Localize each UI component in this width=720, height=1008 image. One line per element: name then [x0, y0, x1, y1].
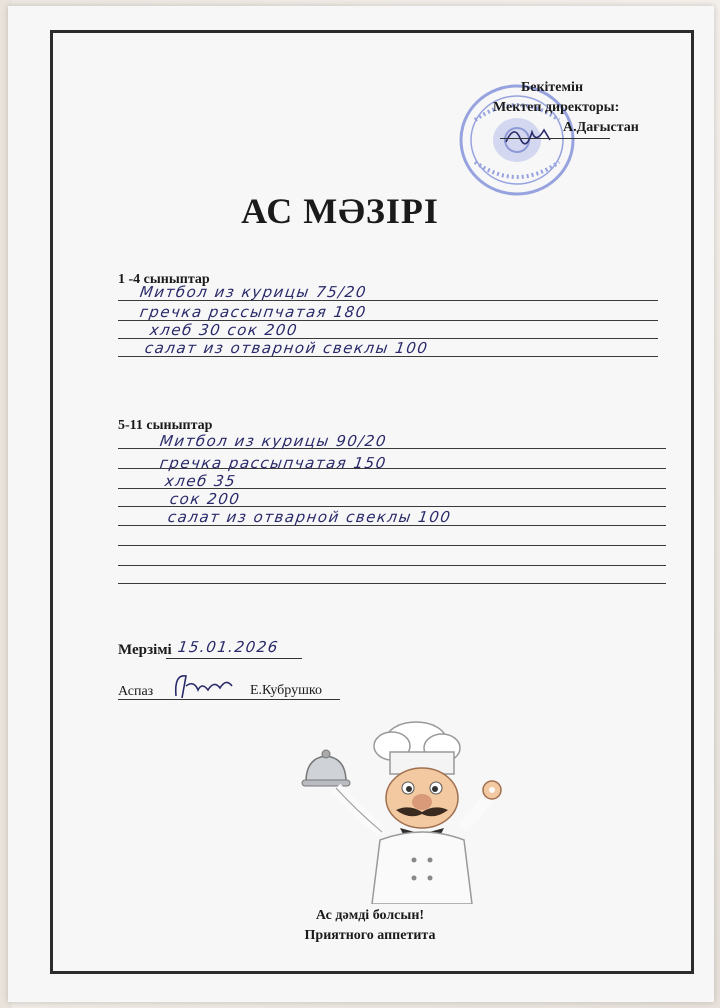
section-1-item: Митбол из курицы 75/20 — [138, 283, 369, 301]
footer-line-2: Приятного аппетита — [304, 928, 436, 943]
footer-line-1: Ас дәмді болсын! — [315, 908, 425, 923]
section-1-item: хлеб 30 сок 200 — [148, 321, 300, 339]
date-value: 15.01.2026 — [176, 638, 281, 656]
cook-signature — [168, 668, 246, 702]
section-2-rule-8 — [118, 583, 666, 584]
approval-block — [493, 78, 673, 138]
approval-line-1: Бекітемін — [521, 80, 584, 95]
cook-label: Аспаз — [118, 684, 154, 699]
approval-line-2: Мектеп директоры: — [493, 100, 620, 115]
section-2-label: 5-11 сыныптар — [118, 418, 213, 433]
section-1-label: 1 -4 сыныптар — [118, 272, 210, 287]
section-2-item: хлеб 35 — [163, 472, 238, 490]
director-signature-line — [500, 138, 610, 139]
section-2-item: салат из отварной свеклы 100 — [166, 508, 453, 526]
section-2-rule-7 — [118, 565, 666, 566]
approval-line-3: А.Дағыстан — [563, 120, 639, 135]
chef-illustration — [296, 712, 508, 904]
date-label: Мерзімі — [118, 642, 172, 658]
date-line — [166, 658, 302, 659]
section-2-rule-6 — [118, 545, 666, 546]
section-1-item: салат из отварной свеклы 100 — [143, 339, 430, 357]
cook-name: Е.Кубрушко — [250, 683, 322, 698]
page-title: АС МӘЗІРІ — [241, 191, 439, 231]
section-2-item: Митбол из курицы 90/20 — [158, 432, 389, 450]
section-2-item: сок 200 — [168, 490, 242, 508]
section-2-item: гречка рассыпчатая 150 — [158, 454, 389, 472]
section-1-item: гречка рассыпчатая 180 — [138, 303, 369, 321]
